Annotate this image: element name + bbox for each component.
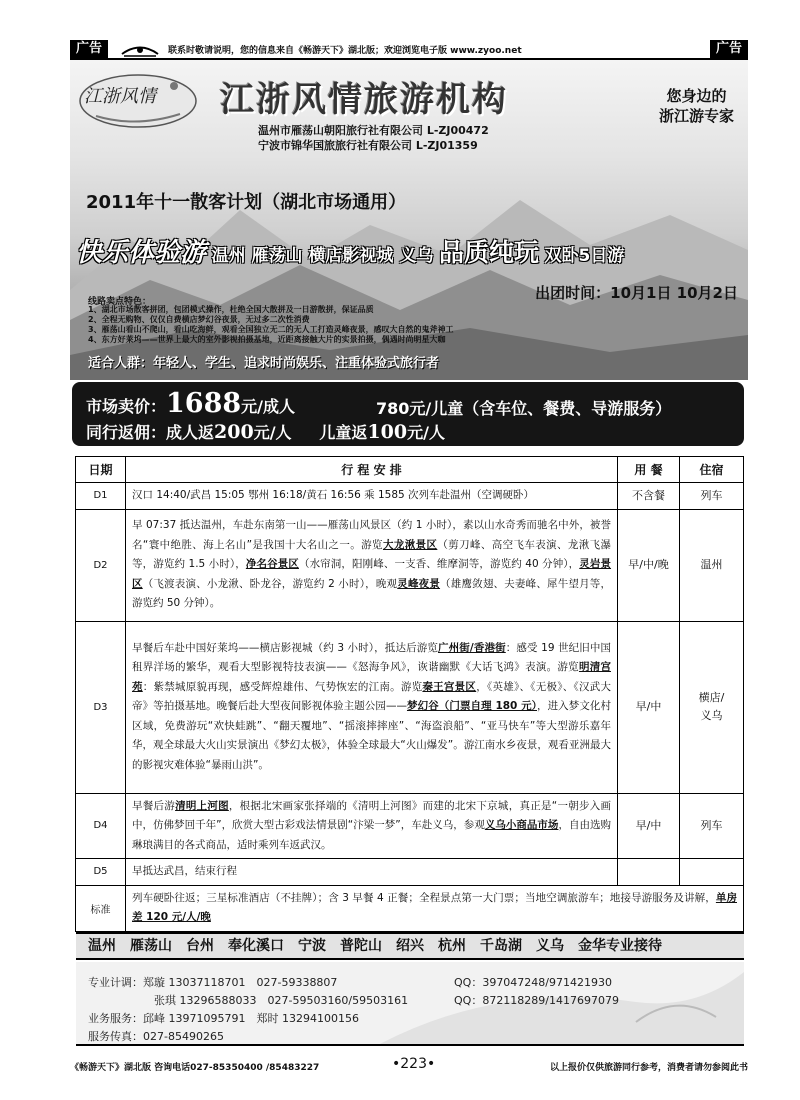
features-list: [88, 305, 454, 345]
stay-line: 义乌: [700, 709, 723, 722]
table-row: [76, 483, 744, 510]
contact-line: 服务传真：027-85490265: [88, 1030, 224, 1043]
text: 早 07:37 抵达温州，车赴东南第一山——雁荡山风景区（约 1 小时），素以山水奇秀而驰名中外，被誉名“寰中绝胜、海上名山”是我国十大名山之一。游览: [132, 519, 611, 551]
text: 早餐后车赴中国好莱坞——横店影视城（约 3 小时），抵达后游览: [132, 641, 438, 654]
target-audience: 适合人群：年轻人、学生、追求时尚娱乐、注重体验式旅行者: [88, 356, 440, 371]
ad-label: 广告: [70, 40, 108, 58]
slogan-line: 您身边的: [666, 87, 727, 105]
tour-headline: [76, 232, 624, 269]
footer-publication: 《畅游天下》湖北版 咨询电话027-85350400 /85483227: [70, 1063, 320, 1073]
table-row: [76, 793, 744, 859]
meal-cell: 早/中: [618, 793, 680, 859]
text: （剪刀峰、高空飞车表演、龙湫飞瀑等，游览约 1.5 小时），: [132, 538, 612, 571]
attraction: 秦王宫景区: [422, 680, 477, 693]
column-header: 住宿: [680, 457, 744, 483]
child-commission-label: 儿童返: [319, 423, 368, 442]
attraction: 净名谷景区: [245, 558, 299, 571]
feature-item: 1、湖北市场散客拼团，包团模式操作，杜绝全国大散拼及一日游散拼，保证品质: [88, 305, 374, 314]
meal-cell: 不含餐: [618, 483, 680, 510]
text: 列车硬卧往返；三星标准酒店（不挂牌）；含 3 早餐 4 正餐；全程景点第一大门票；当地空调旅游车；地接导游服务及讲解，: [132, 891, 716, 904]
qq-line: QQ：397047248/971421930: [454, 976, 612, 989]
hero-banner: [70, 60, 748, 380]
price-box: [72, 382, 744, 446]
stay-cell: [680, 859, 744, 886]
day-cell: D5: [76, 859, 126, 886]
publication-logo-icon: [120, 41, 160, 57]
stay-line: 横店/: [698, 691, 725, 704]
itinerary-cell: 汉口 14:40/武昌 15:05 鄂州 16:18/黄石 16:56 乘 1585 次列车赴温州（空调硬卧）: [126, 483, 618, 510]
agency-name: 江浙风情旅游机构: [220, 80, 508, 120]
itinerary-cell: [126, 621, 618, 793]
slogan-line: 浙江游专家: [658, 107, 734, 125]
child-commission: 100: [367, 421, 408, 443]
meal-cell: [618, 859, 680, 886]
itinerary-cell: [126, 509, 618, 621]
feature-item: 2、全程无购物、仅仅自费横店梦幻谷夜景，无过多二次性消费: [88, 315, 310, 324]
text: ：紫禁城原貌再现，感受辉煌雄伟、气势恢宏的江南。游览: [142, 680, 423, 693]
attraction: 大龙湫景区: [382, 538, 438, 551]
page-number: •223•: [392, 1056, 436, 1072]
table-row: [76, 885, 744, 931]
text: ，自由选购琳琅满目的各式商品，适时乘列车返武汉。: [132, 819, 612, 851]
stay-cell: 列车: [680, 483, 744, 510]
day-cell: D3: [76, 621, 126, 793]
text: （飞渡表演、小龙湫、卧龙谷，游览约 2 小时），晚观: [142, 577, 398, 590]
attraction: 义乌小商品市场: [484, 819, 559, 831]
departure-dates: 出团时间：10月1日 10月2日: [535, 284, 738, 302]
column-header: 行 程 安 排: [126, 457, 618, 483]
day-cell: D1: [76, 483, 126, 510]
feature-item: 3、雁荡山看山不爬山，看山吃海鲜，观看全国独立无二的无人工打造灵峰夜景，感叹大自然的鬼斧神工: [88, 325, 454, 334]
commission-label: 同行返佣：成人返: [86, 423, 215, 442]
text: ：感受 19 世纪旧中国租界洋场的繁华，观看大型影视特技表演——《怒海争风》，诙谐幽默《大话飞鸿》表演。游览: [132, 641, 612, 674]
day-cell: D2: [76, 509, 126, 621]
attraction: 梦幻谷（门票自理 180 元）: [406, 700, 538, 713]
commission-unit: 元/人: [253, 423, 292, 442]
price-label: 市场卖价：: [86, 397, 167, 416]
single-room-surcharge: 单房差 120 元/人/晚: [132, 891, 737, 923]
headline-part: 温州 雁荡山 横店影视城 义乌: [211, 246, 434, 266]
column-header: 用 餐: [618, 457, 680, 483]
page-footer: [70, 1058, 748, 1076]
adult-commission: 200: [214, 421, 254, 443]
itinerary-cell: [126, 793, 618, 859]
standard-label: 标准: [76, 885, 126, 931]
text: （雄鹰敛翅、夫妻峰、犀牛望月等，游览约 50 分钟）。: [132, 577, 612, 610]
headline-part: 快乐体验游: [76, 238, 207, 268]
day-cell: D4: [76, 793, 126, 859]
service-cities: 温州 雁荡山 台州 奉化溪口 宁波 普陀山 绍兴 杭州 千岛湖 义乌 金华专业接待: [76, 932, 744, 960]
ad-label-right: 广告: [710, 40, 748, 58]
contact-line: 张琪 13296588033 027-59503160/59503161: [154, 994, 409, 1007]
license-line: 温州市雁荡山朝阳旅行社有限公司 L-ZJ00472: [258, 124, 489, 137]
license-line: 宁波市锦华国旅旅行社有限公司 L-ZJ01359: [258, 139, 478, 152]
table-row: [76, 859, 744, 886]
stay-cell: 温州: [680, 509, 744, 621]
feature-item: 4、东方好莱坞——世界上最大的室外影视拍摄基地，近距离接触大片的实景拍摄，偶遇时尚明星大咖: [88, 335, 446, 344]
headline-part: 品质纯玩: [438, 238, 539, 267]
logo-text: 江浙风情: [84, 86, 156, 107]
features-title: 线路卖点特色：: [88, 297, 152, 307]
meal-cell: 早/中/晚: [618, 509, 680, 621]
table-row: [76, 621, 744, 793]
attraction: 灵岩景区: [132, 558, 612, 590]
itinerary-table: [75, 456, 744, 932]
attraction: 明清宫苑: [132, 661, 611, 693]
contact-line: 专业计调：郑璇 13037118701 027-59338807: [88, 976, 338, 989]
ad-header-strip: [70, 40, 748, 58]
attraction: 广州街/香港街: [437, 641, 506, 654]
itinerary-cell: 早抵达武昌，结束行程: [126, 859, 618, 886]
stay-cell: [680, 621, 744, 793]
column-header: 日期: [76, 457, 126, 483]
footer-disclaimer: 以上报价仅供旅游同行参考，消费者请勿参阅此书: [549, 1063, 748, 1073]
text: ，《英雄》、《无极》、《汉武大帝》等拍摄基地。晚餐后赴大型夜间影视体验主题公园——: [132, 680, 612, 713]
attraction: 灵峰夜景: [397, 577, 441, 590]
table-row: [76, 509, 744, 621]
commission: [86, 420, 445, 443]
slogan: [659, 86, 734, 126]
source-note: 联系时敬请说明，您的信息来自《畅游天下》湖北版；欢迎浏览电子版 www.zyoo.net: [168, 46, 522, 56]
attraction: 清明上河图: [175, 799, 229, 812]
headline-part: 双卧5日游: [544, 246, 625, 266]
standard-cell: [126, 885, 744, 931]
market-price: [86, 388, 672, 419]
adult-price-unit: 元/成人: [241, 397, 296, 416]
commission-unit: 元/人: [407, 423, 445, 442]
table-header-row: [76, 457, 744, 483]
text: ，根据北宋画家张择端的《清明上河图》而建的北宋下京城，真正是“一朝步入画中，仿佛梦回千年”，欣赏大型古彩戏法情景剧“汴梁一梦”，车赴义乌，参观: [132, 799, 611, 831]
contact-line: 业务服务：邱峰 13971095791 郑时 13294100156: [88, 1012, 359, 1025]
contact-panel: [76, 962, 744, 1046]
stay-cell: 列车: [680, 793, 744, 859]
qq-line: QQ：872118289/1417697079: [454, 994, 619, 1007]
adult-price: 1688: [166, 388, 242, 419]
text: ，进入梦文化村区域，免费游玩“欢快蛙跳”、“翻天覆地”、“摇滚摔摔座”、“海盗浪船”、“亚马快车”等大型游乐嘉年华，观全球最大火山实景演出《梦幻太极》，体验全球最大“火山爆发”。游江南水乡夜景，观看亚洲最大的影视灾难体验“暴雨山洪”。: [132, 700, 612, 771]
child-price: 780元/儿童（含车位、餐费、导游服务）: [376, 399, 672, 418]
meal-cell: 早/中: [618, 621, 680, 793]
text: （水帘洞，阳刚峰、一支香、维摩洞等，游览约 40 分钟），: [298, 558, 580, 571]
text: 早餐后游: [132, 799, 176, 812]
plan-title: 2011年十一散客计划（湖北市场通用）: [86, 192, 407, 213]
